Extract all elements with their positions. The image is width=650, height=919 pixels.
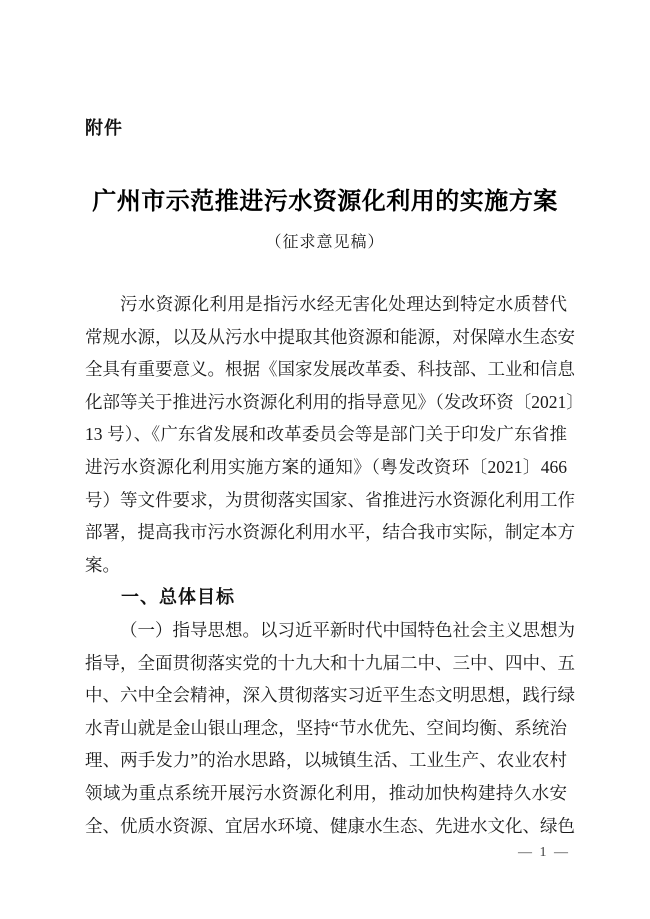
paragraph1-line: 13 号）、《广东省发展和改革委员会等是部门关于印发广东省推 <box>85 424 567 445</box>
paragraph1-line: 污水资源化利用是指污水经无害化处理达到特定水质替代 <box>120 294 567 314</box>
paragraph2-line: 领域为重点系统开展污水资源化利用，推动加快构建持久水安 <box>85 782 567 803</box>
paragraph2-line: 中、六中全会精神，深入贯彻落实习近平生态文明思想，践行绿 <box>85 685 575 706</box>
paragraph2-line: 理、两手发力”的治水思路，以城镇生活、工业生产、农业农村 <box>85 750 567 771</box>
paragraph1-line: 全具有重要意义。根据《国家发展改革委、科技部、工业和信息 <box>85 359 575 380</box>
paragraph2-line: 全、优质水资源、宜居水环境、健康水生态、先进水文化、绿色 <box>85 815 575 836</box>
document-subtitle: （征求意见稿） <box>265 234 385 251</box>
document-body <box>85 288 584 842</box>
paragraph1-line: 进污水资源化利用实施方案的通知》（粤发改资环〔2021〕466 <box>85 456 567 477</box>
attachment-label: 附件 <box>85 118 123 138</box>
paragraph2-line: （一）指导思想。以习近平新时代中国特色社会主义思想为 <box>120 619 575 640</box>
paragraph1-line: 化部等关于推进污水资源化利用的指导意见》（发改环资〔2021〕 <box>85 391 584 412</box>
paragraph1-line: 常规水源，以及从污水中提取其他资源和能源，对保障水生态安 <box>85 326 575 347</box>
paragraph1-line: 号）等文件要求，为贯彻落实国家、省推进污水资源化利用工作 <box>85 489 575 510</box>
page-number: — 1 — <box>518 845 570 860</box>
paragraph2-line: 水青山就是金山银山理念，坚持“节水优先、空间均衡、系统治 <box>85 717 567 738</box>
paragraph2-line: 指导，全面贯彻落实党的十九大和十九届二中、三中、四中、五 <box>85 652 575 673</box>
section-heading-overall-goals: 一、总体目标 <box>121 587 235 608</box>
document-title: 广州市示范推进污水资源化利用的实施方案 <box>92 189 558 215</box>
paragraph1-line: 案。 <box>85 554 120 575</box>
paragraph1-line: 部署，提高我市污水资源化利用水平，结合我市实际，制定本方 <box>85 522 575 543</box>
